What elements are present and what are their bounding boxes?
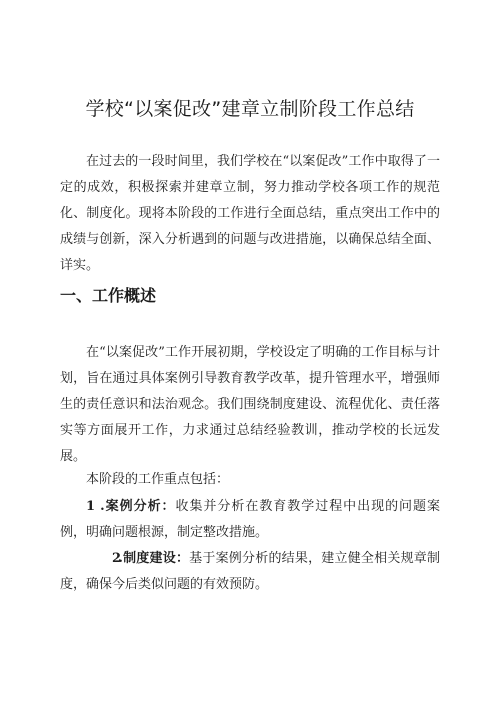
- list-item: [60, 546, 440, 598]
- list-intro: 本阶段的工作重点包括：: [86, 472, 230, 487]
- list-item-text: 基于案例分析的结果，建立健全相关规章制度，确保今后类似问题的有效预防。: [60, 551, 440, 592]
- document-title: 学校“以案促改”建章立制阶段工作总结: [85, 98, 415, 120]
- list-item-number: 2: [112, 551, 122, 566]
- list-item-number: 1: [86, 499, 96, 514]
- list-item-term: .案例分析：: [100, 499, 176, 514]
- list-item-text: 收集并分析在教育教学过程中出现的问题案例，明确问题根源，制定整改措施。: [60, 499, 440, 540]
- section-heading-overview: 一、工作概述: [60, 286, 157, 305]
- overview-paragraph: 在“以案促改”工作开展初期，学校设定了明确的工作目标与计划，旨在通过具体案例引导教育教学改革，提升管理水平，增强师生的责任意识和法治观念。我们围绕制度建设、流程优化、责任落实等方面展开工作，力求通过总结经验教训，推动学校的长远发展。: [60, 345, 440, 464]
- list-item: [60, 494, 440, 546]
- list-item-term: .制度建设：: [118, 551, 190, 566]
- intro-paragraph: 在过去的一段时间里，我们学校在“以案促改”工作中取得了一定的成效，积极探索并建章立制，努力推动学校各项工作的规范化、制度化。现将本阶段的工作进行全面总结，重点突出工作中的成绩与创新，深入分析遇到的问题与改进措施，以确保总结全面、详实。: [60, 154, 440, 273]
